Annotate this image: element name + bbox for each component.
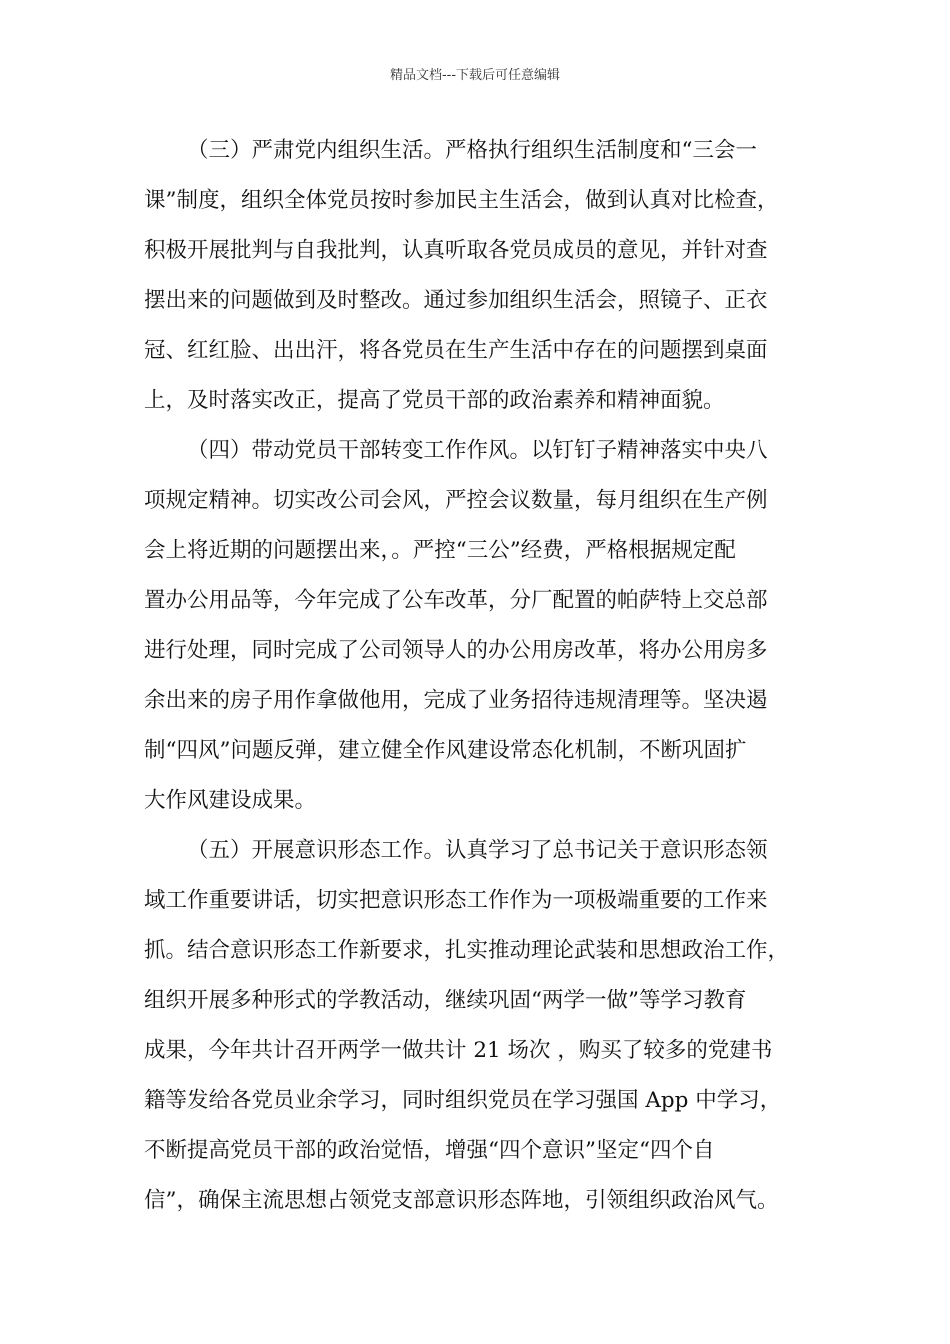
paragraph-line: （四）带动党员干部转变工作作风。以钉钉子精神落实中央八 bbox=[187, 438, 768, 463]
paragraph-line: 会上将近期的问题摆出来，。严控“三公”经费，严格根据规定配 bbox=[144, 538, 736, 563]
paragraph-line: 余出来的房子用作拿做他用，完成了业务招待违规清理等。坚决遏 bbox=[144, 688, 768, 713]
paragraph-line: 抓。结合意识形态工作新要求，扎实推动理论武装和思想政治工作， bbox=[144, 938, 790, 963]
paragraph-line: 项规定精神。切实改公司会风，严控会议数量，每月组织在生产例 bbox=[144, 488, 768, 513]
paragraph-line: 域工作重要讲话，切实把意识形态工作作为一项极端重要的工作来 bbox=[144, 888, 768, 913]
paragraph-line: 籍等发给各党员业余学习，同时组织党员在学习强国 App 中学习， bbox=[144, 1088, 782, 1113]
paragraph-line: 上，及时落实改正，提高了党员干部的政治素养和精神面貌。 bbox=[144, 388, 725, 413]
paragraph-line: 成果，今年共计召开两学一做共计 21 场次 ，购买了较多的党建书 bbox=[144, 1038, 773, 1063]
paragraph-line: 进行处理，同时完成了公司领导人的办公用房改革，将办公用房多 bbox=[144, 638, 768, 663]
paragraph-line: 信”，确保主流思想占领党支部意识形态阵地，引领组织政治风气。 bbox=[144, 1188, 779, 1213]
paragraph-line: （三）严肃党内组织生活。严格执行组织生活制度和“三会一 bbox=[187, 138, 757, 163]
paragraph-3 bbox=[144, 126, 824, 426]
paragraph-line: 制“四风”问题反弹，建立健全作风建设常态化机制，不断巩固扩 bbox=[144, 738, 747, 763]
paragraph-4 bbox=[144, 426, 824, 826]
paragraph-line: 组织开展多种形式的学教活动，继续巩固“两学一做”等学习教育 bbox=[144, 988, 747, 1013]
paragraph-line: 大作风建设成果。 bbox=[144, 788, 317, 813]
paragraph-line: 不断提高党员干部的政治觉悟，增强“四个意识”坚定“四个自 bbox=[144, 1138, 715, 1163]
paragraph-line: 积极开展批判与自我批判，认真听取各党员成员的意见，并针对查 bbox=[144, 238, 768, 263]
paragraph-line: 课”制度，组织全体党员按时参加民主生活会，做到认真对比检查， bbox=[144, 188, 779, 213]
document-body bbox=[144, 126, 824, 1226]
paragraph-line: 摆出来的问题做到及时整改。通过参加组织生活会，照镜子、正衣 bbox=[144, 288, 768, 313]
page-header: 精品文档---下载后可任意编辑 bbox=[389, 68, 561, 83]
paragraph-line: （五）开展意识形态工作。认真学习了总书记关于意识形态领 bbox=[187, 838, 768, 863]
paragraph-line: 冠、红红脸、出出汗，将各党员在生产生活中存在的问题摆到桌面 bbox=[144, 338, 768, 363]
paragraph-line: 置办公用品等，今年完成了公车改革，分厂配置的帕萨特上交总部 bbox=[144, 588, 768, 613]
paragraph-5 bbox=[144, 826, 824, 1226]
